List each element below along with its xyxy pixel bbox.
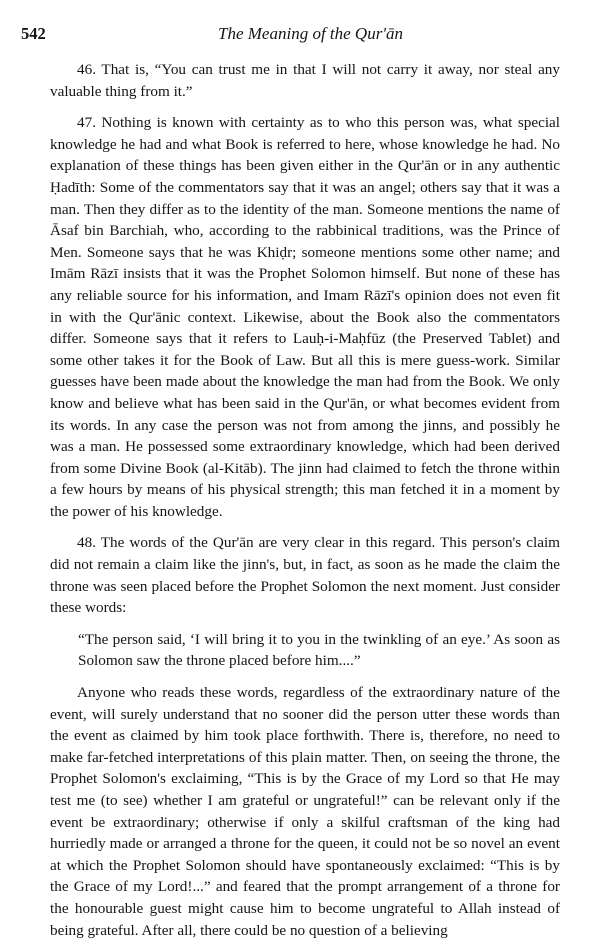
quotation-paragraph: “The person said, ‘I will bring it to you in the twinkling of an eye.’ As soon as Solomon saw the throne placed before him....” (78, 630, 560, 670)
note-47-paragraph: 47. Nothing is known with certainty as to who this person was, what special knowledge he had and what Book is referred to here, whose knowledge he had. No explanation of these things has been given either in the Qur'ān or in any authentic Ḥadīth: Some of the commentators say that it was an angel; others say that it was a man. Then they differ as to the identity of the man. Someone mentions the name of Āsaf bin Barchiah, who, according to the rabbinical traditions, was the Prince of Men. Someone says that he was Khiḍr; someone mentions some other name; and Imām Rāzī insists that it was the Prophet Solomon himself. But none of these has any reliable source for his information, and Imam Rāzī's opinion does not even fit in with the Qur'ānic context. Likewise, about the Book also the commentators differ. Someone says that it refers to Lauḥ-i-Maḥfūz (the Preserved Tablet) and some other takes it for the Book of Law. But all this is mere guess-work. Similar guesses have been made about the knowledge the man had from the Book. We only know and believe what has been said in the Qur'ān, or what becomes evident from its words. In any case the person was not from among the jinns, and possibly he was a man. He possessed some extraordinary knowledge, which had been derived from some Divine Book (al-Kitāb). The jinn had claimed to fetch the throne within a few hours by means of his physical strength; this man fetched it in a moment by the power of his knowledge. (50, 114, 560, 520)
note-46-paragraph: 46. That is, “You can trust me in that I will not carry it away, nor steal any valuable thing from it.” (50, 61, 560, 100)
body-text (50, 59, 560, 941)
running-title: The Meaning of the Qur'ān (218, 24, 403, 43)
note-48-paragraph: 48. The words of the Qur'ān are very clear in this regard. This person's claim did not remain a claim like the jinn's, but, in fact, as soon as he made the claim the throne was seen placed before the Prophet Solomon the next moment. Just consider these words: (50, 534, 560, 617)
commentary-paragraph: Anyone who reads these words, regardless of the extraordinary nature of the event, will surely understand that no sooner did the person utter these words than the event as claimed by him took place forthwith. There is, therefore, no need to make far-fetched interpretations of this plain matter. Then, on seeing the throne, the Prophet Solomon's exclaiming, “This is by the Grace of my Lord so that He may test me (to see) whether I am grateful or ungrateful!” can be relevant only if the event be extraordinary; otherwise if only a skilful craftsman of the king had hurriedly made or arranged a throne for the queen, it could not be so novel an event at which the Prophet Solomon should have spontaneously exclaimed: “This is by the Grace of my Lord!...” and feared that the prompt arrangement of a throne for the honourable guest might cause him to become ungrateful to Allah instead of being grateful. After all, there could be no question of a believing (50, 684, 560, 939)
page-number: 542 (21, 24, 46, 43)
page-header (21, 24, 560, 48)
